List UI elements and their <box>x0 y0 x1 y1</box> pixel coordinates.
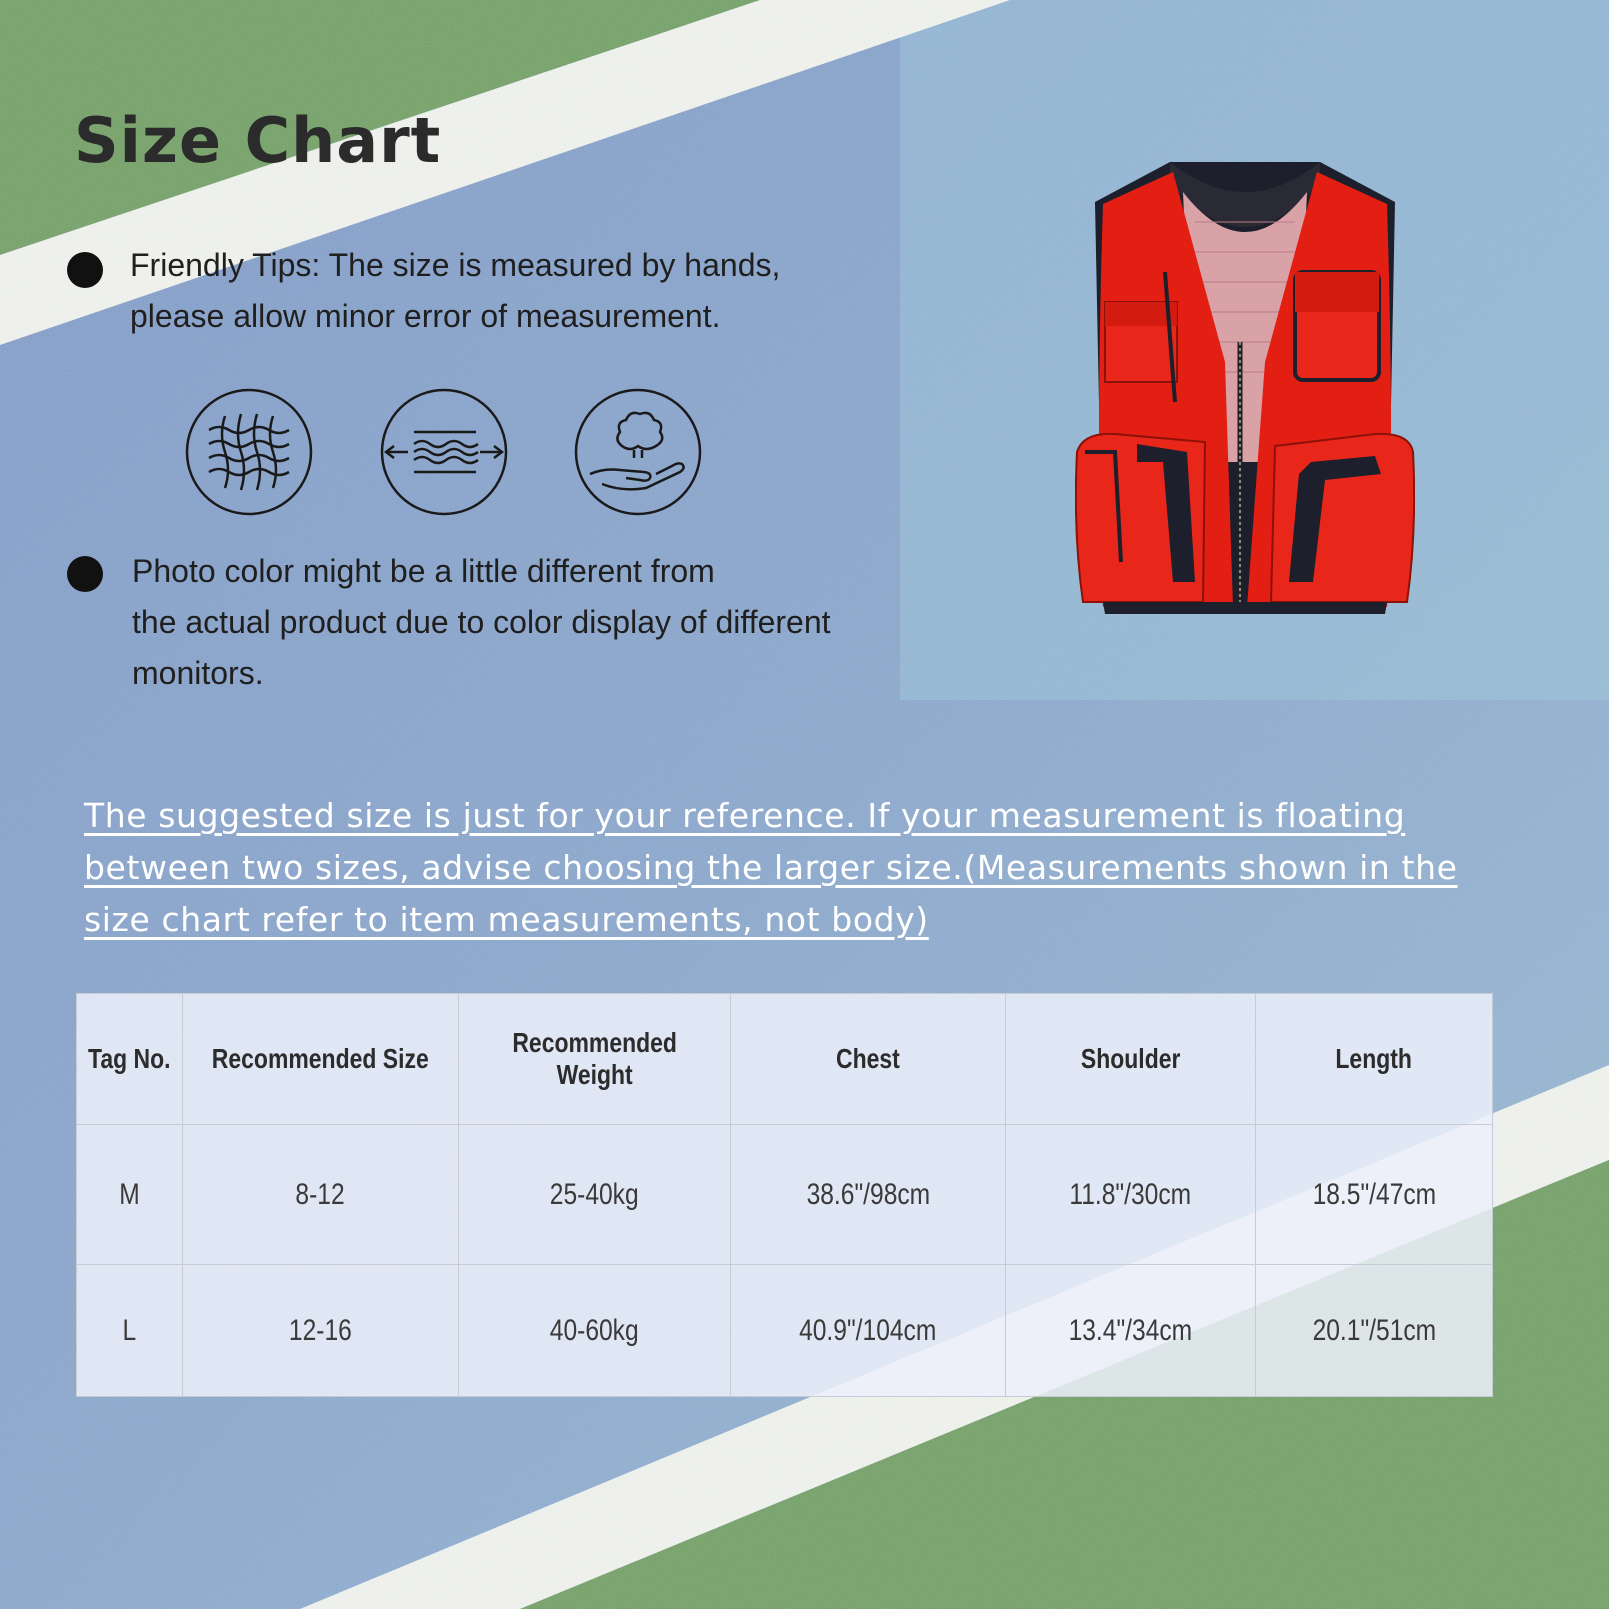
header-recommended-size: Recommended Size <box>182 994 458 1125</box>
cell-tag: L <box>77 1265 183 1397</box>
cell-length: 18.5"/47cm <box>1256 1125 1493 1265</box>
bullet-icon <box>67 252 103 288</box>
tip-text: Photo color might be a little different from the actual product due to color display of different monitors. <box>132 553 831 691</box>
header-shoulder: Shoulder <box>1006 994 1256 1125</box>
table-header-row <box>77 994 1493 1125</box>
table-row <box>77 1265 1493 1397</box>
stretch-icon <box>380 388 508 516</box>
tip-measurement <box>66 240 966 350</box>
cell-chest: 40.9"/104cm <box>731 1265 1006 1397</box>
table-row <box>77 1125 1493 1265</box>
cell-size: 12-16 <box>182 1265 458 1397</box>
cell-shoulder: 13.4"/34cm <box>1006 1265 1256 1397</box>
header-chest: Chest <box>731 994 1006 1125</box>
header-length: Length <box>1256 994 1493 1125</box>
soft-cotton-icon <box>574 388 702 516</box>
cell-size: 8-12 <box>182 1125 458 1265</box>
cell-weight: 40-60kg <box>458 1265 730 1397</box>
header-tag-no: Tag No. <box>77 994 183 1125</box>
size-notice: The suggested size is just for your reference. If your measurement is floating between two sizes, advise choosing the larger size.(Measurements shown in the size chart refer to item measurements, not body) <box>84 796 1458 939</box>
tip-color <box>66 546 966 706</box>
red-vest-image <box>1075 162 1415 627</box>
cell-length: 20.1"/51cm <box>1256 1265 1493 1397</box>
cell-tag: M <box>77 1125 183 1265</box>
header-recommended-weight: Recommended Weight <box>458 994 730 1125</box>
tip-text: Friendly Tips: The size is measured by hands, please allow minor error of measurement. <box>130 247 781 334</box>
size-table <box>76 993 1493 1397</box>
cell-shoulder: 11.8"/30cm <box>1006 1125 1256 1265</box>
fabric-mesh-icon <box>185 388 313 516</box>
bullet-icon <box>67 556 103 592</box>
page-title: Size Chart <box>74 104 442 177</box>
cell-chest: 38.6"/98cm <box>731 1125 1006 1265</box>
cell-weight: 25-40kg <box>458 1125 730 1265</box>
